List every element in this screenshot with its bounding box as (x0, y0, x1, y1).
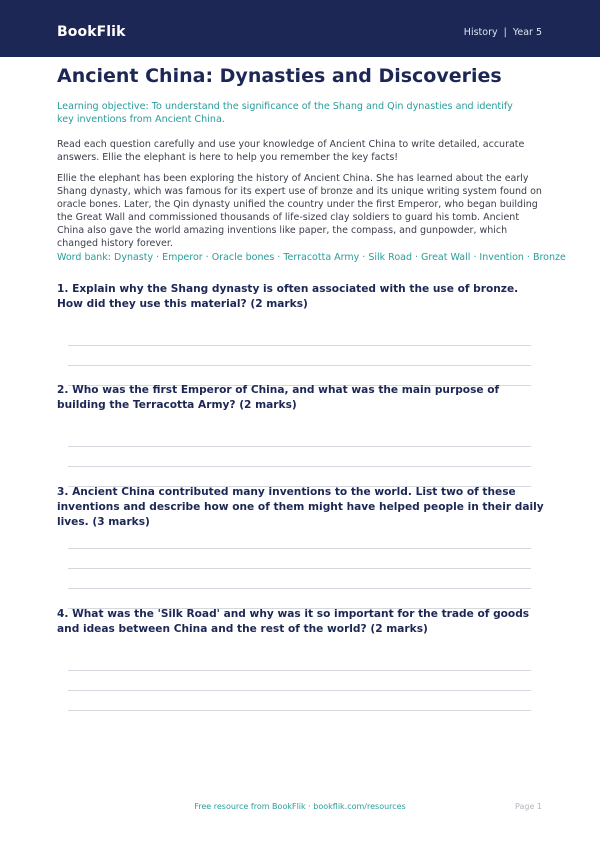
story-paragraph: Ellie the elephant has been exploring the history of Ancient China. She has learned about the early Shang dynasty, which was famous for its expert use of bronze and its unique writing system found on oracle bones. Later, the Qin dynasty unified the country under the first Emperor, who began building the Great Wall and commissioned thousands of life-sized clay soldiers to guard his tomb. Ancient China also gave the world amazing inventions like paper, the compass, and gunpowder, which changed history forever. (57, 173, 542, 249)
answer-line[interactable] (68, 588, 531, 589)
word-bank-item: Invention (479, 252, 524, 263)
word-bank-item: Terracotta Army (283, 252, 360, 263)
answer-line[interactable] (68, 466, 531, 467)
word-bank-separator: · (156, 252, 160, 263)
brand-logo-text[interactable]: BookFlik (57, 24, 126, 40)
question-1: 1. Explain why the Shang dynasty is often associated with the use of bronze. How did they use this material? (2 marks) (57, 283, 519, 310)
word-bank-separator: · (414, 252, 419, 263)
answer-line[interactable] (68, 446, 531, 447)
answer-line[interactable] (68, 670, 531, 671)
header-bar (0, 0, 600, 57)
answer-line[interactable] (68, 365, 531, 366)
page-number: Page 1 (515, 802, 542, 811)
subject-year-label (464, 27, 542, 39)
learning-objective: Learning objective: To understand the significance of the Shang and Qin dynasties and identify key inventions from Ancient China. (57, 101, 513, 125)
question-2: 2. Who was the first Emperor of China, and what was the main purpose of building the Terracotta Army? (2 marks) (57, 384, 500, 411)
answer-line[interactable] (68, 568, 531, 569)
word-bank-item: Bronze (532, 252, 566, 263)
answer-line[interactable] (68, 710, 531, 711)
question-4: 4. What was the 'Silk Road' and why was it so important for the trade of goods and ideas between China and the rest of the world? (2 marks) (57, 608, 530, 635)
word-bank-separator: · (277, 252, 281, 263)
answer-line[interactable] (68, 548, 531, 549)
word-bank-item: Oracle bones (211, 252, 275, 263)
question-3: 3. Ancient China contributed many inventions to the world. List two of these inventions and describe how one of them might have helped people in their daily lives. (3 marks) (57, 486, 544, 528)
word-bank-item: Dynasty (114, 252, 154, 263)
year-label: Year 5 (512, 27, 542, 38)
answer-line[interactable] (68, 690, 531, 691)
meta-separator: | (503, 27, 507, 38)
word-bank-label: Word bank: (57, 252, 112, 263)
word-bank (57, 251, 566, 264)
answer-line[interactable] (68, 345, 531, 346)
word-bank-item: Great Wall (421, 252, 471, 263)
word-bank-separator: · (205, 252, 209, 263)
word-bank-separator: · (473, 252, 477, 263)
intro-paragraph: Read each question carefully and use your knowledge of Ancient China to write detailed, accurate answers. Ellie the elephant is here to help you remember the key facts! (57, 139, 525, 163)
word-bank-separator: · (362, 252, 366, 263)
subject-label: History (463, 27, 498, 38)
word-bank-separator: · (526, 252, 530, 263)
footer-credit[interactable]: Free resource from BookFlik · bookflik.com/resources (194, 802, 406, 811)
word-bank-item: Emperor (162, 252, 203, 263)
word-bank-item: Silk Road (368, 252, 412, 263)
page-title: Ancient China: Dynasties and Discoveries (57, 65, 502, 87)
